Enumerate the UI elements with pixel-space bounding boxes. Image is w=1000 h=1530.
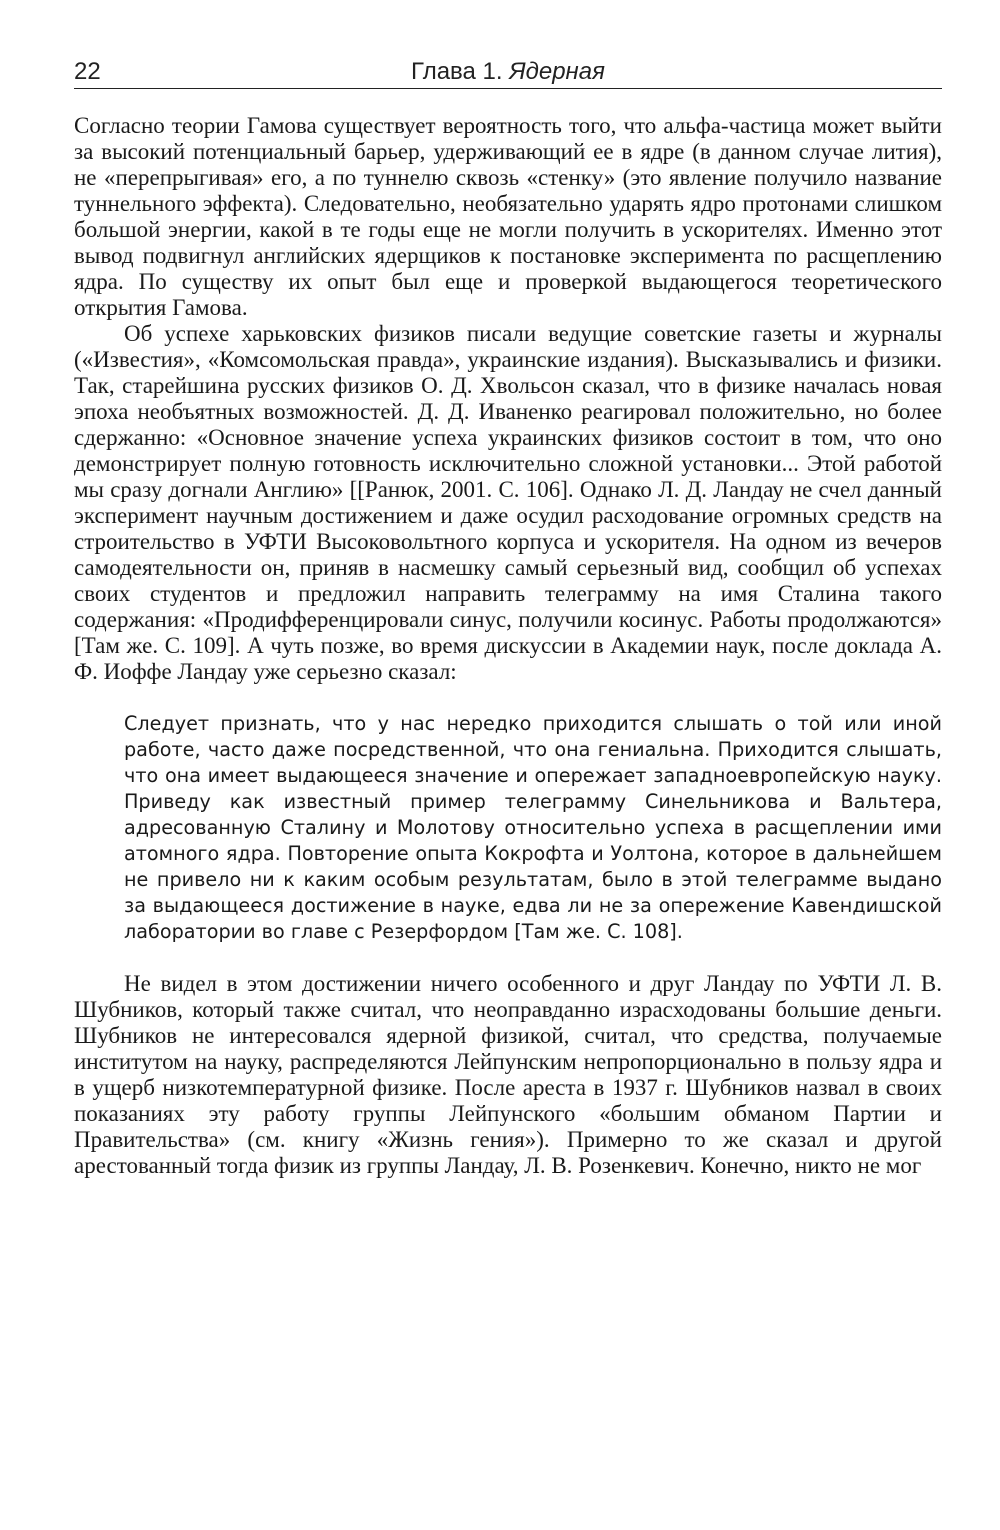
page-number: 22 xyxy=(74,58,101,85)
body-text xyxy=(74,113,942,1179)
running-header xyxy=(74,50,942,88)
chapter-label: Глава 1. xyxy=(411,58,503,85)
paragraph: Согласно теории Гамова существует вероятность того, что альфа-частица может выйти за высокий потенциальный барьер, удерживающий ее в ядре (в данном случае лития), не «перепрыгивая» его, а по туннелю сквозь «стенку» (это явление получило название туннельного эффекта). Следовательно, необязательно ударять ядро протонами слишком большой энергии, какой в те годы еще не могли получить в ускорителях. Именно этот вывод подвигнул английских ядерщиков к постановке эксперимента по расщеплению ядра. По существу их опыт был еще и проверкой выдающегося теоретического открытия Гамова. xyxy=(74,113,942,320)
chapter-title xyxy=(74,58,942,86)
header-rule xyxy=(74,88,942,89)
book-page xyxy=(74,50,942,1179)
block-quote: Следует признать, что у нас нередко приходится слышать о той или иной работе, часто даже посредственной, что она гениальна. Приходится слышать, что она имеет выдающееся значение и опережает западноевропейскую науку. Приведу как известный пример телеграмму Синельникова и Вальтера, адресованную Сталину и Молотову относительно успеха в расщеплении ими атомного ядра. Повторение опыта Кокрофта и Уолтона, которое в дальнейшем не привело ни к каким особым результатам, было в этой телеграмме выдано за выдающееся достижение в науке, едва ли не за опережение Кавендишской лаборатории во главе с Резерфордом [Там же. С. 108]. xyxy=(124,712,942,943)
paragraph: Об успехе харьковских физиков писали ведущие советские газеты и журналы («Известия», «Комсомольская правда», украинские издания). Высказывались и физики. Так, старейшина русских физиков О. Д. Хвольсон сказал, что в физике началась новая эпоха необъятных возможностей. Д. Д. Иваненко реагировал положительно, но более сдержанно: «Основное значение успеха украинских физиков состоит в том, что оно демонстрирует полную готовность исключительно сложной установки... Этой работой мы сразу догнали Англию» [[Ранюк, 2001. С. 106]. Однако Л. Д. Ландау не счел данный эксперимент научным достижением и даже осудил расходование огромных средств на строительство в УФТИ Высоковольтного корпуса и ускорителя. На одном из вечеров самодеятельности он, приняв в насмешку самый серьезный вид, сообщил об успехах своих студентов и предложил направить телеграмму на имя Сталина такого содержания: «Продифференцировали синус, получили косинус. Работы продолжаются» [Там же. С. 109]. А чуть позже, во время дискуссии в Академии наук, после доклада А. Ф. Иоффе Ландау уже серьезно сказал: xyxy=(74,321,942,684)
paragraph: Не видел в этом достижении ничего особенного и друг Ландау по УФТИ Л. В. Шубников, который также считал, что неоправданно израсходованы большие деньги. Шубников не интересовался ядерной физикой, считал, что средства, получаемые институтом на науку, распределяются Лейпунским непропорционально в пользу ядра и в ущерб низкотемпературной физике. После ареста в 1937 г. Шубников назвал в своих показаниях эту работу группы Лейпунского «большим обманом Партии и Правительства» (см. книгу «Жизнь гения»). Примерно то же сказал и другой арестованный тогда физик из группы Ландау, Л. В. Розенкевич. Конечно, никто не мог xyxy=(74,971,942,1178)
chapter-name: Ядерная xyxy=(509,58,605,85)
